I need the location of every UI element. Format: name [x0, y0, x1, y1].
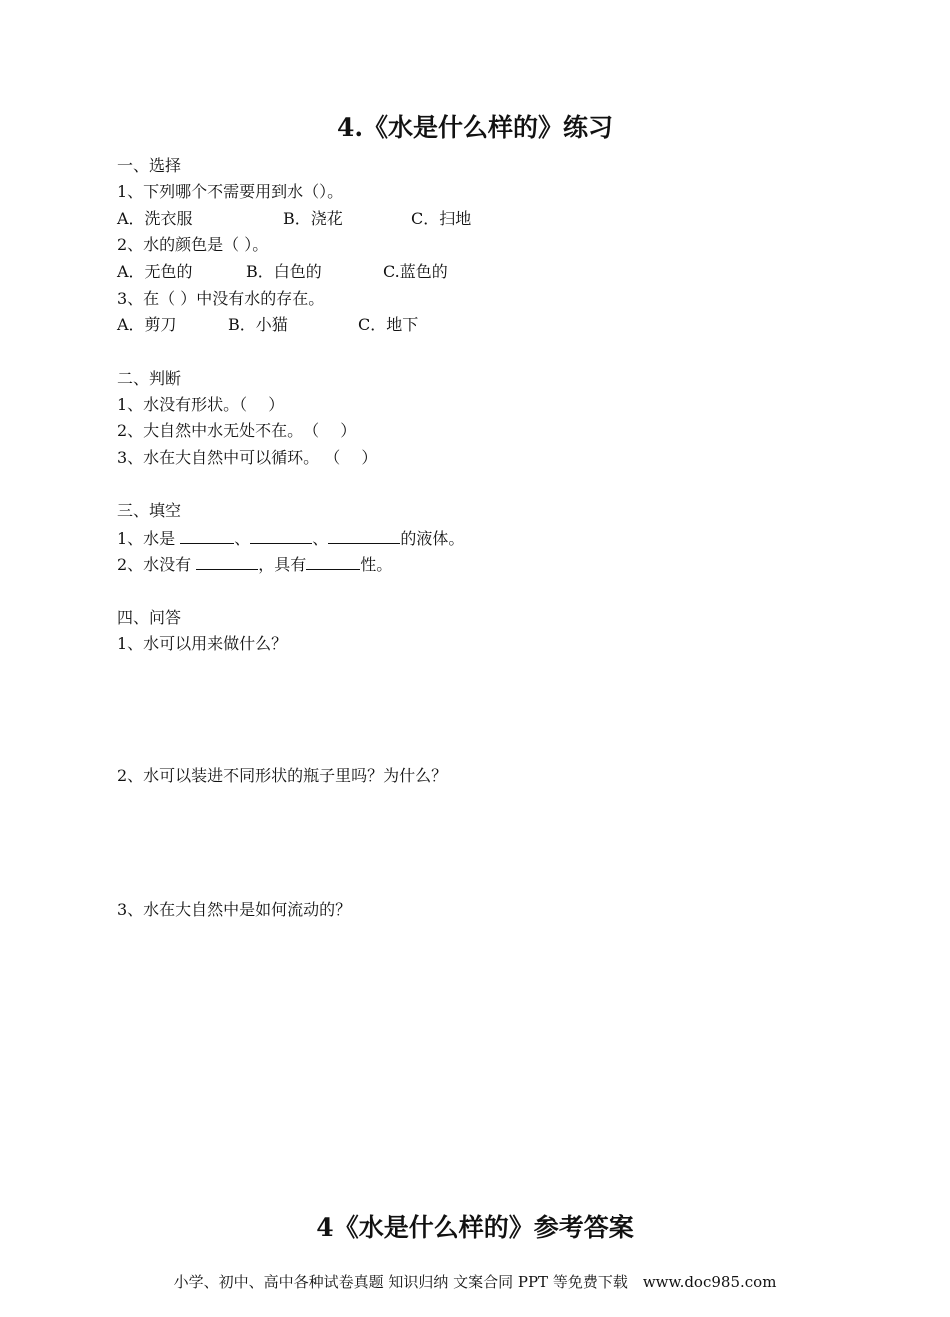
fill-1-separator-2: 、 — [312, 529, 329, 548]
choice-1-option-a: A．洗衣服 — [117, 209, 193, 228]
fill-1-suffix: 的液体。 — [400, 529, 465, 548]
judge-question-3: 3、水在大自然中可以循环。 （ ） — [117, 448, 378, 467]
qa-question-2: 2、水可以装进不同形状的瓶子里吗？为什么？ — [117, 766, 448, 785]
fill-2-blank-2[interactable] — [306, 553, 360, 570]
choice-3-option-b: B．小猫 — [228, 315, 288, 334]
section-heading-choice: 一、选择 — [117, 156, 182, 175]
choice-1-option-c: C．扫地 — [411, 209, 472, 228]
section-heading-judge: 二、判断 — [117, 369, 182, 388]
fill-1-blank-3[interactable] — [328, 527, 400, 544]
choice-2-option-a: A．无色的 — [117, 262, 193, 281]
choice-1-option-b: B．浇花 — [283, 209, 343, 228]
fill-1-separator-1: 、 — [234, 529, 251, 548]
fill-2-middle: ，具有 — [258, 555, 307, 574]
choice-2-option-b: B．白色的 — [246, 262, 322, 281]
choice-question-1: 1、下列哪个不需要用到水（）。 — [117, 182, 344, 201]
judge-question-1: 1、水没有形状。（ ） — [117, 395, 285, 414]
choice-3-option-a: A．剪刀 — [117, 315, 177, 334]
fill-1-blank-2[interactable] — [250, 527, 312, 544]
qa-question-1: 1、水可以用来做什么？ — [117, 634, 288, 653]
section-heading-fill: 三、填空 — [117, 501, 182, 520]
answer-key-title: 4《水是什么样的》参考答案 — [316, 1213, 634, 1242]
qa-question-3: 3、水在大自然中是如何流动的？ — [117, 900, 352, 919]
choice-question-3: 3、在（ ）中没有水的存在。 — [117, 289, 325, 308]
fill-question-2 — [117, 553, 392, 576]
fill-question-1 — [117, 527, 464, 550]
fill-2-suffix: 性。 — [360, 555, 393, 574]
footer-text: 小学、初中、高中各种试卷真题 知识归纳 文案合同 PPT 等免费下载 www.doc985.com — [173, 1273, 777, 1291]
section-heading-qa: 四、问答 — [117, 608, 182, 627]
fill-1-blank-1[interactable] — [180, 527, 234, 544]
worksheet-title: 4.《水是什么样的》练习 — [336, 113, 614, 142]
fill-2-prefix: 2、水没有 — [117, 555, 197, 574]
choice-2-option-c: C.蓝色的 — [383, 262, 448, 281]
choice-3-option-c: C．地下 — [358, 315, 419, 334]
fill-2-blank-1[interactable] — [196, 553, 258, 570]
choice-question-2: 2、水的颜色是（ ）。 — [117, 235, 269, 254]
fill-1-prefix: 1、水是 — [117, 529, 181, 548]
judge-question-2: 2、大自然中水无处不在。 （ ） — [117, 421, 357, 440]
